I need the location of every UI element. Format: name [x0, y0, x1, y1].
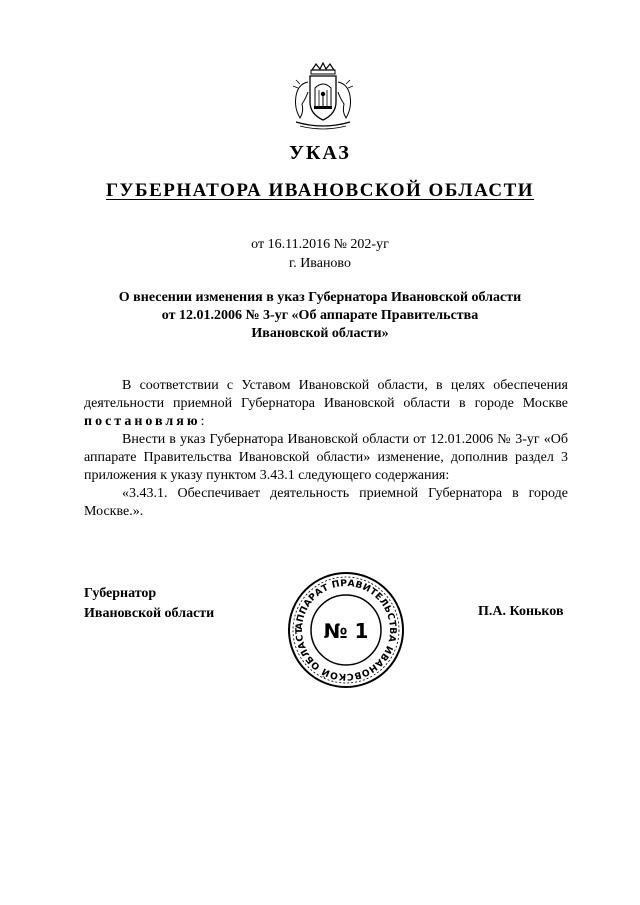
decree-date-number: от 16.11.2016 № 202-уг [251, 237, 389, 252]
resolve-word: постановляю [84, 414, 201, 429]
decree-title: УКАЗ [289, 142, 351, 164]
decree-body [84, 377, 568, 521]
body-paragraph-preamble [84, 377, 568, 431]
signatory-position [84, 584, 214, 624]
heading-line: О внесении изменения в указ Губернатора Ивановской области [118, 290, 522, 305]
decree-heading [90, 289, 550, 343]
seal-ring-text: АППАРАТ ПРАВИТЕЛЬСТВА ИВАНОВСКОЙ ОБЛАСТ [293, 577, 399, 683]
official-seal-icon [286, 570, 406, 690]
heading-line: Ивановской области» [251, 326, 389, 341]
body-paragraph-amendment: Внести в указ Губернатора Ивановской области от 12.01.2006 № 3-уг «Об аппарате Правительства Ивановской области» изменение, дополнив раздел 3 приложения к указу пунктом 3.43.1 следующего содержания: [84, 432, 568, 483]
signatory-title-line: Ивановской области [84, 606, 215, 621]
heading-line: от 12.01.2006 № 3-уг «Об аппарате Правительства [161, 308, 479, 323]
decree-issuer: ГУБЕРНАТОРА ИВАНОВСКОЙ ОБЛАСТИ [105, 180, 535, 201]
decree-city: г. Иваново [289, 256, 351, 271]
body-paragraph-new-clause: «3.43.1. Обеспечивает деятельность приемной Губернатора в городе Москве.». [84, 486, 568, 519]
signatory-title-line: Губернатор [84, 586, 157, 601]
preamble-text: В соответствии с Уставом Ивановской области, в целях обеспечения деятельности приемной Губернатора Ивановской области в городе Москве [84, 378, 568, 411]
seal-number: № 1 [323, 619, 369, 643]
preamble-colon: : [200, 414, 205, 429]
coat-of-arms-icon [290, 62, 356, 132]
signatory-name: П.А. Коньков [478, 604, 564, 619]
